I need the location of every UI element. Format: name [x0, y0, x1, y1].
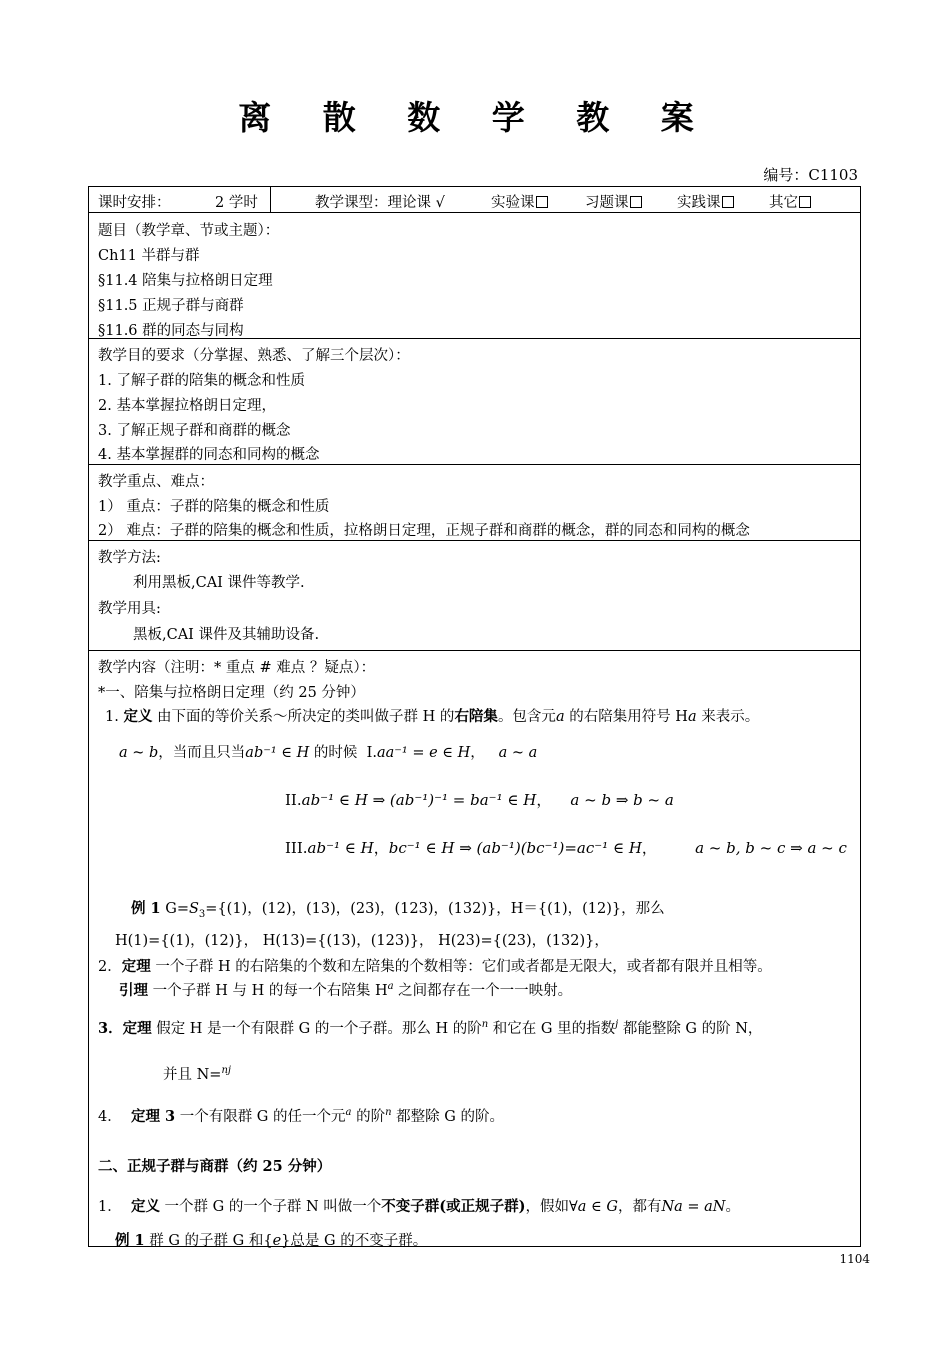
- topic-header: 题目（教学章、节或主题）：: [98, 223, 280, 239]
- theorem-element-order: 4． 定理 3 一个有限群 G 的任一个元$^a$ 的阶$^n$ 都整除 G 的阶。: [98, 1107, 504, 1125]
- checkbox-icon: [722, 196, 734, 208]
- lesson-type-option: 习题课: [585, 191, 642, 212]
- definition-normal-subgroup: 1． 定义 一个群 G 的一个子群 N 叫做一个不变子群(或正规子群)，假如∀a ∈ G，都有Na = aN。: [98, 1198, 740, 1215]
- goal-line: 1. 了解子群的陪集的概念和性质: [98, 373, 305, 389]
- schedule-row: [89, 187, 860, 212]
- method-header: 教学方法:: [98, 550, 161, 566]
- key-points-header: 教学重点、难点：: [98, 474, 214, 490]
- page-number: 1104: [839, 1252, 870, 1266]
- rule-transitivity: III.ab⁻¹ ∈ H，bc⁻¹ ∈ H ⇒ (ab⁻¹)(bc⁻¹)=ac⁻¹ ∈ H， a ~ b, b ~ c ⇒ a ~ c: [285, 839, 847, 857]
- theorem-coset-count: 2．定理 一个子群 H 的右陪集的个数和左陪集的个数相等：它们或者都是无限大，或者都有限并且相等。: [98, 958, 772, 975]
- page-title: 离 散 数 学 教 案: [238, 98, 714, 137]
- definition-right-coset: 1. 定义 由下面的等价关系～所决定的类叫做子群 H 的右陪集。包含元a 的右陪集用符号 Ha 来表示。: [105, 708, 760, 725]
- goal-line: 4. 基本掌握群的同态和同构的概念: [98, 447, 320, 463]
- lesson-type-theory: 教学课型：理论课 √: [315, 195, 445, 211]
- lesson-plan-table: [88, 186, 861, 1247]
- key-point-line: 1） 重点：子群的陪集的概念和性质: [98, 499, 330, 515]
- schedule-divider: [270, 187, 271, 212]
- rule-symmetry: II.ab⁻¹ ∈ H ⇒ (ab⁻¹)⁻¹ = ba⁻¹ ∈ H， a ~ b ⇒ b ~ a: [285, 791, 674, 809]
- checkbox-icon: [536, 196, 548, 208]
- topic-line: Ch11 半群与群: [98, 248, 200, 264]
- topic-section: [89, 212, 860, 339]
- schedule-hours: 2 学时: [215, 195, 258, 211]
- schedule-label: 课时安排：: [98, 195, 171, 211]
- document-number: 编号：C1103: [763, 166, 858, 184]
- theorem-lagrange-formula: 并且 N=$^{nj}$: [163, 1065, 231, 1083]
- tools-text: 黑板,CAI 课件及其辅助设备.: [133, 627, 320, 643]
- lemma: 引理 一个子群 H 与 H 的每一个右陪集 $H^a$ 之间都存在一个一一映射。: [119, 981, 573, 999]
- key-points-section: [89, 464, 860, 541]
- example-1-cosets: H(1)={(1)，(12)}， H(13)={(13)，(123)}， H(23)={(23)，(132)}，: [115, 933, 609, 949]
- topic-line: §11.4 陪集与拉格朗日定理: [98, 273, 273, 289]
- example-1: 例 1 $G=S_3=\{(1)$，(12)，(13)，(23)，(123)，(132)}，H＝{(1)，(12)}，那么: [131, 900, 665, 920]
- goal-line: 2. 基本掌握拉格朗日定理，: [98, 398, 276, 414]
- topic-line: §11.5 正规子群与商群: [98, 298, 244, 314]
- key-point-line: 2） 难点：子群的陪集的概念和性质，拉格朗日定理，正规子群和商群的概念，群的同态和同构的概念: [98, 523, 750, 539]
- method-text: 利用黑板,CAI 课件等教学.: [133, 575, 305, 591]
- example-normal-subgroup: 例 1 群 G 的子群 G 和{e}总是 G 的不变子群。: [115, 1232, 428, 1249]
- goals-section: [89, 338, 860, 465]
- equivalence-condition: a ~ b，当而且只当ab⁻¹ ∈ H 的时候 I.aa⁻¹ = e ∈ H， a ~ a: [119, 745, 538, 761]
- lesson-type-option: 实践课: [677, 191, 734, 212]
- checkbox-icon: [630, 196, 642, 208]
- section-heading: 二、正规子群与商群（约 25 分钟）: [98, 1158, 332, 1175]
- section-heading: *一、陪集与拉格朗日定理（约 25 分钟）: [98, 685, 365, 701]
- tools-header: 教学用具:: [98, 601, 161, 617]
- checkbox-icon: [799, 196, 811, 208]
- theorem-lagrange: 3．定理 假定 H 是一个有限群 G 的一个子群。那么 H 的阶$^n$ 和它在 G 里的指数$^j$ 都能整除 G 的阶 N，: [98, 1019, 763, 1037]
- content-header: 教学内容（注明：* 重点 # 难点 ？疑点）：: [98, 660, 376, 676]
- content-section: [89, 650, 860, 1249]
- goals-header: 教学目的要求（分掌握、熟悉、了解三个层次）：: [98, 348, 410, 364]
- topic-line: §11.6 群的同态与同构: [98, 323, 244, 339]
- lesson-type-option: 实验课: [491, 191, 548, 212]
- method-section: [89, 540, 860, 651]
- goal-line: 3. 了解正规子群和商群的概念: [98, 423, 291, 439]
- lesson-type-option: 其它: [769, 191, 811, 212]
